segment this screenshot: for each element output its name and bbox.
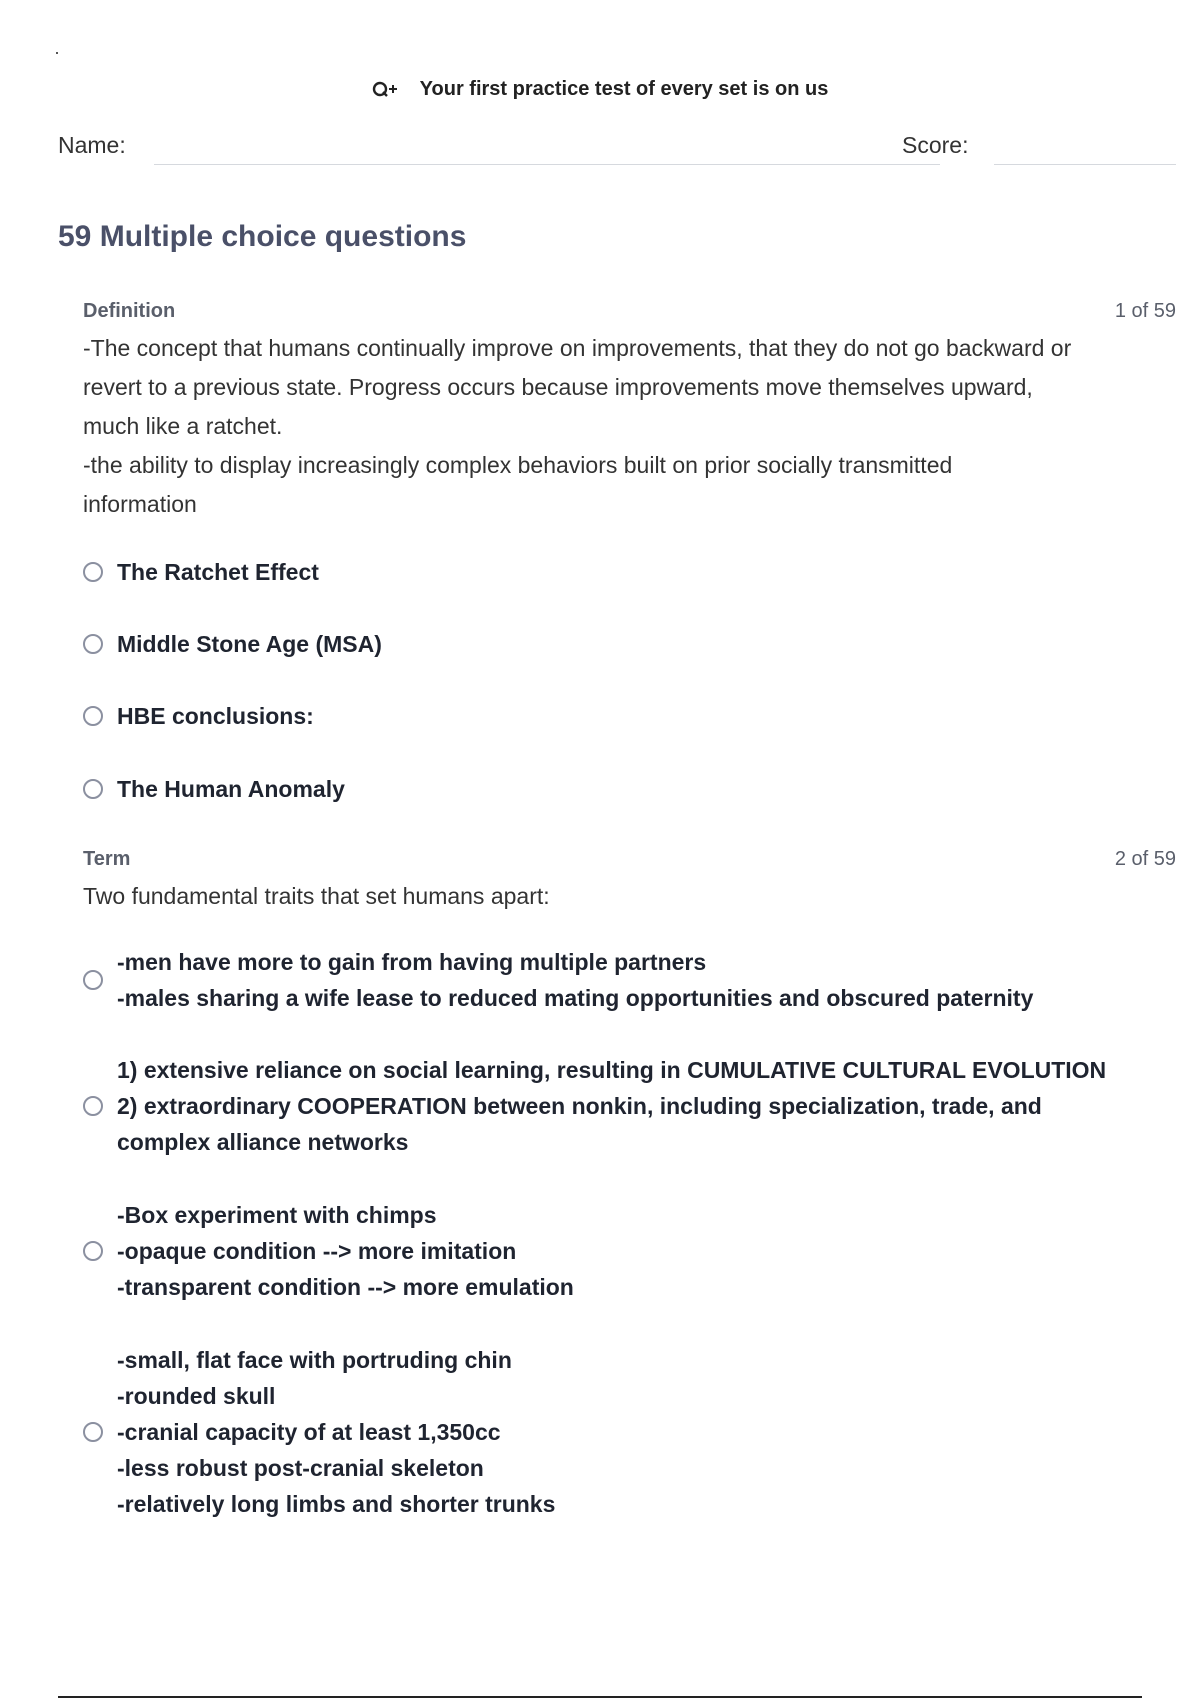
answer-option-label: HBE conclusions: — [117, 703, 314, 729]
section-title: 59 Multiple choice questions — [58, 220, 467, 253]
radio-button[interactable] — [83, 634, 103, 654]
radio-button[interactable] — [83, 1422, 103, 1442]
answer-option[interactable] — [83, 944, 1033, 1016]
answer-option-label: The Ratchet Effect — [117, 559, 319, 585]
answer-option[interactable] — [83, 1197, 574, 1305]
answer-option-label: Middle Stone Age (MSA) — [117, 631, 382, 657]
name-field[interactable] — [154, 164, 940, 165]
score-label: Score: — [902, 132, 969, 158]
question-type: Term — [83, 848, 131, 870]
footer-divider — [58, 1696, 1142, 1698]
radio-button[interactable] — [83, 562, 103, 582]
name-label: Name: — [58, 132, 126, 158]
answer-option[interactable] — [83, 554, 319, 590]
radio-button[interactable] — [83, 1241, 103, 1261]
answer-option[interactable] — [83, 626, 382, 662]
answer-option[interactable] — [83, 771, 345, 807]
name-score-row — [58, 132, 1176, 168]
question-prompt: Two fundamental traits that set humans apart: — [83, 883, 550, 909]
radio-button[interactable] — [83, 1096, 103, 1116]
question-1 — [83, 300, 1176, 524]
answer-option-label: -small, flat face with portruding chin -rounded skull -cranial capacity of at least 1,350cc -less robust post-cranial skeleton -relatively long limbs and shorter trunks — [117, 1347, 556, 1517]
question-counter: 1 of 59 — [1114, 300, 1176, 322]
answer-option[interactable] — [83, 698, 314, 734]
radio-button[interactable] — [83, 970, 103, 990]
stray-dot — [56, 52, 58, 54]
answer-option[interactable] — [83, 1342, 555, 1522]
question-prompt: -The concept that humans continually improve on improvements, that they do not go backward or revert to a previous state. Progress occurs because improvements move themselves upward, much like a ratchet. -the ability to display increasingly complex behaviors built on prior socially transmitted information — [83, 335, 1072, 517]
quiz-plus-icon — [372, 80, 398, 100]
promo-text: Your first practice test of every set is on us — [419, 78, 829, 100]
answer-option-label: 1) extensive reliance on social learning, resulting in CUMULATIVE CULTURAL EVOLUTION 2) extraordinary COOPERATION between nonkin, including specialization, trade, and complex alliance networks — [117, 1057, 1107, 1155]
answer-option-label: -Box experiment with chimps -opaque condition --> more imitation -transparent condition --> more emulation — [117, 1202, 574, 1300]
question-counter: 2 of 59 — [1114, 848, 1176, 870]
question-type: Definition — [83, 300, 176, 322]
radio-button[interactable] — [83, 706, 103, 726]
answer-option-label: -men have more to gain from having multiple partners -males sharing a wife lease to reduced mating opportunities and obscured paternity — [117, 949, 1034, 1011]
answer-option-label: The Human Anomaly — [117, 776, 345, 802]
promo-banner[interactable] — [0, 78, 1200, 101]
answer-option[interactable] — [83, 1052, 1106, 1160]
score-field[interactable] — [994, 164, 1176, 165]
radio-button[interactable] — [83, 779, 103, 799]
question-2 — [83, 848, 1176, 916]
